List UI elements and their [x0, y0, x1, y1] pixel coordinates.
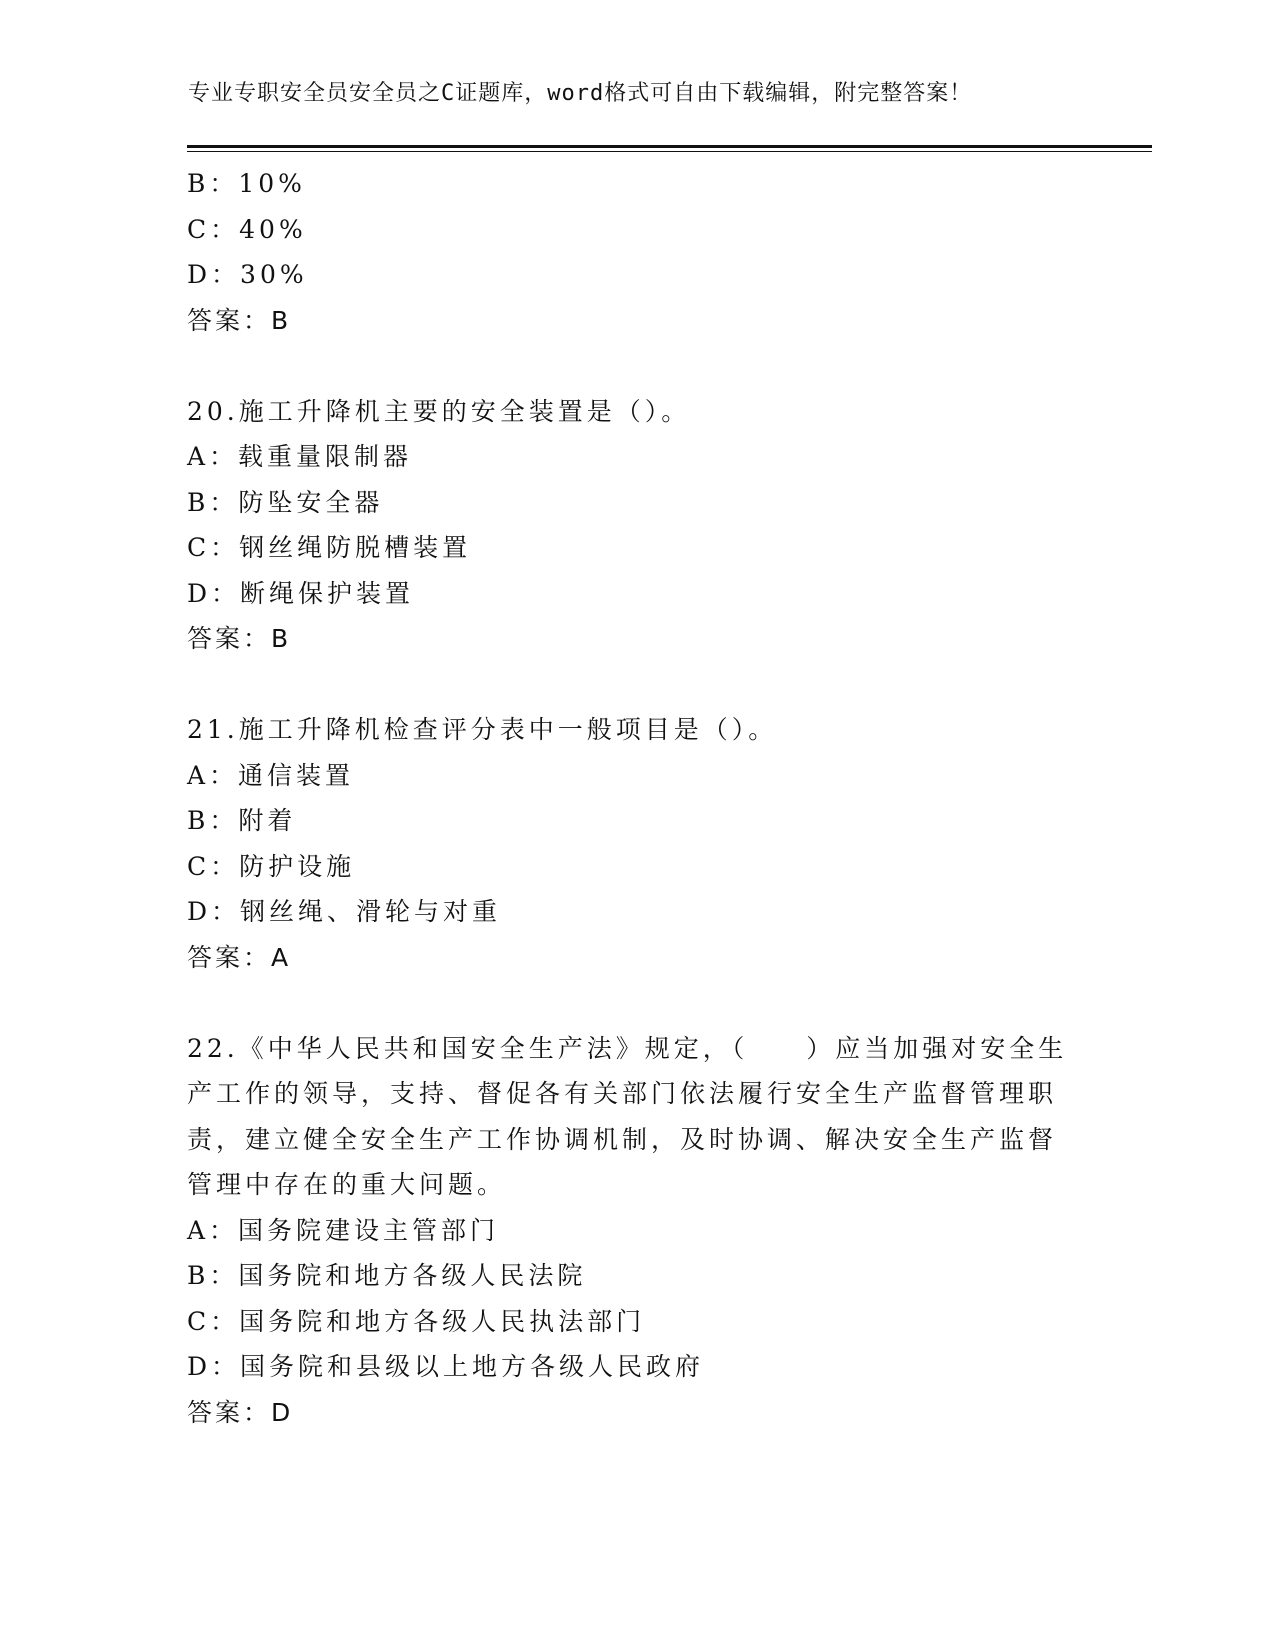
- option-a: A：国务院建设主管部门: [187, 1215, 500, 1245]
- option-c: C：钢丝绳防脱槽装置: [187, 533, 472, 562]
- option-a: A：通信装置: [187, 760, 355, 790]
- option-b: B：附着: [187, 806, 297, 835]
- question-21: [187, 707, 1067, 980]
- question-22: [187, 1026, 1067, 1436]
- question-stem: 20.施工升降机主要的安全装置是（）。: [187, 396, 691, 426]
- option-b: B：防坠安全器: [187, 487, 384, 517]
- spacer: [187, 662, 1067, 708]
- option-b: B：国务院和地方各级人民法院: [187, 1261, 587, 1290]
- prev-question-block: [187, 161, 1067, 343]
- spacer: [187, 980, 1067, 1026]
- option-b: B：10%: [187, 169, 306, 198]
- option-d: D：断绳保护装置: [187, 578, 415, 608]
- page-header: 专业专职安全员安全员之C证题库，word格式可自由下载编辑，附完整答案！: [188, 81, 973, 106]
- option-c: C：防护设施: [187, 851, 356, 881]
- answer-line: 答案：B: [187, 305, 292, 335]
- answer-line: 答案：B: [187, 624, 292, 653]
- header-rule-thin: [187, 151, 1152, 152]
- option-c: C：40%: [187, 214, 307, 244]
- question-stem-line-3: 责，建立健全安全生产工作协调机制，及时协调、解决安全生产监督: [187, 1124, 1058, 1154]
- answer-line: 答案：A: [187, 942, 292, 972]
- option-c: C：国务院和地方各级人民执法部门: [187, 1306, 646, 1336]
- question-20: [187, 389, 1067, 662]
- header-rule-thick: [187, 145, 1152, 148]
- question-content: [187, 161, 1067, 1435]
- question-stem: 21.施工升降机检查评分表中一般项目是（）。: [187, 715, 778, 744]
- question-stem-line-4: 管理中存在的重大问题。: [187, 1170, 507, 1199]
- option-d: D：国务院和县级以上地方各级人民政府: [187, 1352, 705, 1381]
- question-stem-line-1: 22.《中华人民共和国安全生产法》规定，（ ）应当加强对安全生: [187, 1033, 1068, 1063]
- option-d: D：30%: [187, 260, 308, 289]
- question-stem-line-2: 产工作的领导，支持、督促各有关部门依法履行安全生产监督管理职: [187, 1079, 1058, 1108]
- option-d: D：钢丝绳、滑轮与对重: [187, 897, 502, 926]
- option-a: A：载重量限制器: [187, 442, 413, 471]
- spacer: [187, 343, 1067, 389]
- answer-line: 答案：D: [187, 1397, 294, 1427]
